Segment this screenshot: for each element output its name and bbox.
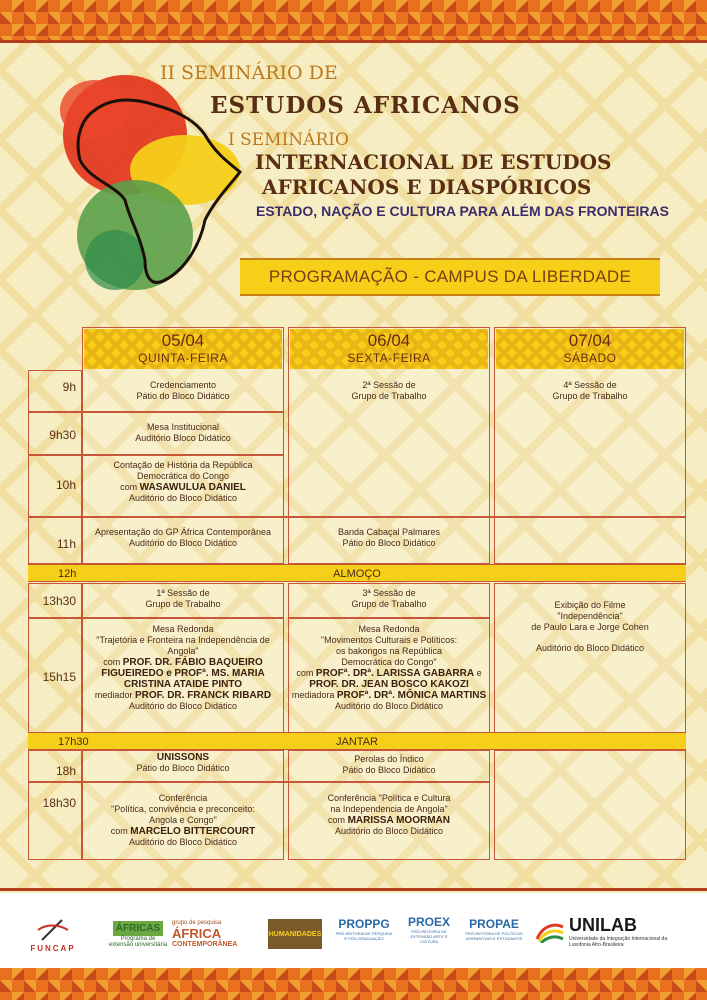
- header-line-3: I SEMINÁRIO: [228, 130, 349, 150]
- event-title: Exibição do Filme: [554, 600, 626, 610]
- top-decorative-band: [0, 0, 707, 40]
- funcap-icon: [36, 916, 70, 944]
- day-date: 06/04: [367, 331, 411, 350]
- time-11h: 11h: [56, 537, 76, 551]
- event-theme: "Trajetória e Fronteira na Independência de: [96, 635, 270, 645]
- event-with: com: [120, 482, 138, 492]
- event-with: com: [103, 657, 121, 667]
- day-date: 07/04: [568, 331, 612, 350]
- thu-13h30-event: [84, 588, 282, 610]
- header-line-5: AFRICANOS E DIASPÓRICOS: [262, 175, 592, 199]
- row-divider: [28, 781, 490, 783]
- thu-9h-event: [84, 380, 282, 402]
- event-theme-cont: Angola": [167, 646, 199, 656]
- event-title: UNISSONS: [156, 752, 210, 763]
- event-guest-line: [84, 679, 282, 690]
- event-guest-line: [84, 826, 282, 837]
- event-title: Apresentação do GP África Contemporânea: [95, 527, 271, 537]
- proex-text: PROEX: [407, 914, 450, 929]
- event-title: 4ª Sessão de: [563, 380, 617, 390]
- event-title: Mesa Redonda: [152, 624, 214, 634]
- day-name: QUINTA-FEIRA: [138, 351, 228, 365]
- propae-logo: [464, 909, 524, 949]
- day-name: SEXTA-FEIRA: [347, 351, 431, 365]
- footer-logos: [0, 893, 707, 968]
- header-line-4: INTERNACIONAL DE ESTUDOS: [255, 150, 612, 174]
- lunch-time: 12h: [58, 568, 77, 580]
- propae-text: PROPAE: [469, 917, 519, 931]
- event-guest: CRISTINA ATAIDE PINTO: [123, 679, 243, 690]
- funcap-text: FUNCAP: [30, 943, 76, 953]
- lunch-label: ALMOÇO: [333, 568, 381, 580]
- event-guest-line: [84, 657, 282, 668]
- time-column-top: [28, 370, 82, 564]
- time-9h: 9h: [62, 380, 76, 394]
- dinner-time: 17h30: [58, 736, 89, 748]
- day-name: SÁBADO: [563, 351, 617, 365]
- event-guest: PROFª. DRª. LARISSA GABARRA: [315, 668, 475, 679]
- event-theme-cont: Angola e Congo": [149, 815, 217, 825]
- program-banner: PROGRAMAÇÃO - CAMPUS DA LIBERDADE: [240, 258, 660, 296]
- row-divider: [28, 516, 686, 518]
- event-title: Contação de História da República: [113, 460, 253, 470]
- thu-11h-event: [84, 527, 282, 549]
- fri-9h-event: [290, 380, 488, 402]
- event-location: Auditório do Bloco Didático: [334, 701, 444, 711]
- ac-small-text: grupo de pesquisa: [172, 920, 222, 926]
- fri-15h15-event: [290, 624, 488, 712]
- dinner-break-bar: [28, 732, 686, 750]
- spacer: [496, 633, 684, 643]
- header-line-1: II SEMINÁRIO DE: [160, 62, 338, 84]
- event-location: Auditório do Bloco Didático: [128, 701, 238, 711]
- event-title-cont: Grupo de Trabalho: [145, 599, 221, 609]
- unilab-text: UNILAB: [569, 914, 637, 935]
- event-location: Auditório Bloco Didático: [135, 433, 231, 443]
- event-moderator: PROFª. DRª. MÔNICA MARTINS: [336, 690, 487, 701]
- humanidades-logo: [268, 919, 322, 949]
- unilab-text-group: [569, 915, 679, 948]
- fri-13h30-event: [290, 588, 488, 610]
- event-title-cont: na Independencia de Angola": [330, 804, 448, 814]
- proex-logo: [404, 909, 454, 949]
- unilab-logo: [532, 909, 682, 953]
- event-title-cont: Democrática do Congo: [136, 471, 230, 481]
- event-guest-line: [290, 815, 488, 826]
- africas-subtext: Programa de extensão universitária: [108, 935, 168, 948]
- event-location: Pátio do Bloco Didático: [342, 765, 436, 775]
- sat-13h30-event: [496, 600, 684, 654]
- event-title: Conferência: [158, 793, 208, 803]
- event-and: e: [476, 668, 482, 678]
- row-divider: [28, 617, 284, 619]
- event-guest-line: [290, 679, 488, 690]
- day-header-saturday: [496, 329, 684, 369]
- event-moderator-line: [290, 690, 488, 701]
- time-18h: 18h: [55, 764, 76, 778]
- unilab-icon: [535, 919, 565, 943]
- footer-top-line: [0, 888, 707, 891]
- event-title: Banda Cabaçal Palmares: [337, 527, 441, 537]
- humanidades-text: HUMANIDADES: [268, 930, 322, 938]
- time-10h: 10h: [55, 478, 76, 492]
- fri-18h-event: [290, 754, 488, 776]
- event-guest: MARISSA MOORMAN: [347, 815, 450, 826]
- event-location: Auditório do Bloco Didático: [535, 643, 645, 653]
- event-location: Auditório do Bloco Didático: [128, 837, 238, 847]
- fri-18h30-event: [290, 793, 488, 837]
- event-title-cont: Grupo de Trabalho: [552, 391, 628, 401]
- saturday-column-bottom: [494, 750, 686, 860]
- header-subtitle: ESTADO, NAÇÃO E CULTURA PARA ALÉM DAS FRONTEIRAS: [256, 203, 669, 219]
- ac-text-2: CONTEMPORÂNEA: [172, 941, 238, 948]
- africa-contemporanea-logo: [172, 909, 262, 959]
- event-guest-line: [84, 482, 282, 493]
- event-with: com: [110, 826, 128, 836]
- bottom-decorative-band: [0, 968, 707, 1000]
- event-title: Conferência "Política e Cultura: [327, 793, 451, 803]
- ac-text-1: ÁFRICA: [172, 926, 222, 941]
- event-location: Auditório do Bloco Didático: [334, 826, 444, 836]
- event-guest-line: [290, 668, 488, 679]
- top-band-line: [0, 40, 707, 43]
- event-film-directors: de Paulo Lara e Jorge Cohen: [531, 622, 649, 632]
- sat-9h-event: [496, 380, 684, 402]
- dinner-label: JANTAR: [336, 736, 378, 748]
- event-guest: FIGUEIREDO e: [101, 668, 172, 679]
- event-title: Perolas do Índico: [354, 754, 424, 764]
- funcap-logo: [28, 909, 78, 959]
- event-location: Pátio do Bloco Didático: [136, 391, 230, 401]
- event-guest: PROFª. MS. MARIA: [174, 668, 265, 679]
- row-divider: [28, 411, 284, 413]
- event-guest: MARCELO BITTERCOURT: [130, 826, 256, 837]
- event-title-cont: Grupo de Trabalho: [351, 599, 427, 609]
- event-moderator-role: mediador: [94, 690, 133, 700]
- time-15h15: 15h15: [42, 670, 76, 684]
- event-title: 1ª Sessão de: [156, 588, 210, 598]
- event-film-title: "Independência": [557, 611, 623, 621]
- event-location: Pátio do Bloco Didático: [342, 538, 436, 548]
- event-title: Credenciamento: [149, 380, 217, 390]
- lunch-break-bar: [28, 564, 686, 582]
- propae-subtext: PRÓ-REITORIA DE POLÍTICAS AFIRMATIVAS E ESTUDANTIS: [465, 931, 523, 941]
- thu-15h15-event: [84, 624, 282, 712]
- day-date: 05/04: [161, 331, 205, 350]
- event-moderator: PROF. DR. FRANCK RIBARD: [134, 690, 272, 701]
- event-theme-cont: Democrática do Congo": [341, 657, 437, 667]
- event-guest-line: [84, 668, 282, 679]
- unilab-subtext: Universidade da Integração Internacional da Lusofonia Afro-Brasileira: [569, 935, 668, 948]
- time-13h30: 13h30: [42, 594, 76, 608]
- time-18h30: 18h30: [42, 796, 76, 810]
- event-title: 2ª Sessão de: [362, 380, 416, 390]
- row-divider: [28, 454, 284, 456]
- event-guest: PROF. DR. JEAN BOSCO KAKOZI: [309, 679, 469, 690]
- thu-18h30-event: [84, 793, 282, 848]
- event-with: com: [296, 668, 314, 678]
- proex-subtext: PRÓ-REITORIA DE EXTENSÃO ARTE E CULTURA: [410, 928, 448, 944]
- thu-10h-event: [84, 460, 282, 504]
- event-moderator-role: mediadora: [291, 690, 335, 700]
- event-theme: "Política, convivência e preconceito:: [111, 804, 255, 814]
- thu-9h30-event: [84, 422, 282, 444]
- event-title: Mesa Redonda: [358, 624, 420, 634]
- time-9h30: 9h30: [49, 428, 76, 442]
- header-line-2: ESTUDOS AFRICANOS: [210, 92, 521, 119]
- event-location: Pátio do Bloco Didático: [136, 763, 230, 773]
- row-divider: [288, 617, 490, 619]
- event-location: Auditório do Bloco Didático: [128, 493, 238, 503]
- proppg-subtext: PRÓ-REITORIA DE PESQUISA E PÓS-GRADUAÇÃO: [335, 931, 393, 941]
- proppg-logo: [334, 909, 394, 949]
- event-theme-cont: os bakongos na República: [335, 646, 443, 656]
- event-moderator-line: [84, 690, 282, 701]
- event-title: Mesa Institucional: [146, 422, 220, 432]
- event-location: Auditório do Bloco Didático: [128, 538, 238, 548]
- thu-18h-event: [84, 752, 282, 774]
- proppg-text: PROPPG: [338, 917, 390, 931]
- day-header-friday: [290, 329, 488, 369]
- event-guest: WASAWULUA DANIEL: [139, 482, 246, 493]
- event-with: com: [328, 815, 346, 825]
- africas-logo: [108, 909, 168, 959]
- event-title: 3ª Sessão de: [362, 588, 416, 598]
- day-header-thursday: [84, 329, 282, 369]
- africas-text: ÁFRICAS: [113, 921, 163, 936]
- event-title-cont: Grupo de Trabalho: [351, 391, 427, 401]
- event-theme: "Movimentos Culturais e Políticos:: [320, 635, 458, 645]
- event-guest: PROF. DR. FÁBIO BAQUEIRO: [122, 657, 263, 668]
- fri-11h-event: [290, 527, 488, 549]
